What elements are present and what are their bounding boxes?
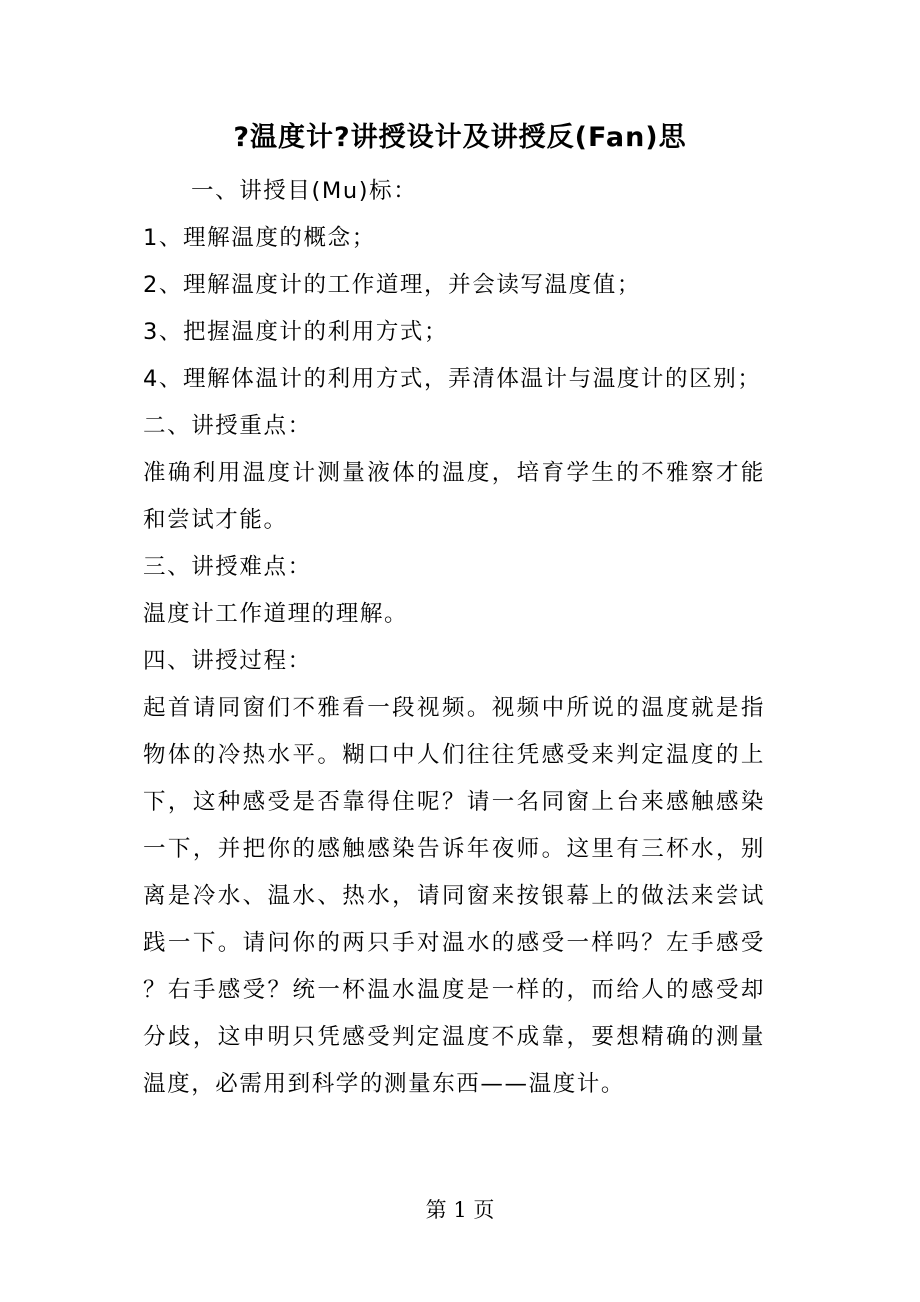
section-heading-key-points: 二、讲授重点： bbox=[143, 413, 312, 439]
page-number: 第 1 页 bbox=[425, 1198, 495, 1222]
section-heading-difficulties: 三、讲授难点： bbox=[143, 554, 312, 580]
process-text-line: 起首请同窗们不雅看一段视频。视频中所说的温度就是指 bbox=[143, 695, 765, 721]
section-heading-objectives: 一、讲授目(Mu)标： bbox=[191, 178, 418, 204]
process-text-line: 离是冷水、温水、热水，请同窗来按银幕上的做法来尝试 bbox=[143, 883, 765, 909]
process-text-line: 物体的冷热水平。糊口中人们往往凭感受来判定温度的上 bbox=[143, 742, 765, 768]
process-text-line: 分歧，这申明只凭感受判定温度不成靠，要想精确的测量 bbox=[143, 1024, 765, 1050]
key-points-text-line: 准确利用温度计测量液体的温度，培育学生的不雅察才能 bbox=[143, 460, 765, 486]
process-text-line: 温度，必需用到科学的测量东西——温度计。 bbox=[143, 1071, 626, 1097]
objective-item-2: 2、理解温度计的工作道理，并会读写温度值； bbox=[143, 272, 641, 298]
process-text-line: 践一下。请问你的两只手对温水的感受一样吗？左手感受 bbox=[143, 930, 765, 956]
document-body bbox=[143, 168, 765, 1108]
difficulties-text: 温度计工作道理的理解。 bbox=[143, 601, 409, 627]
objective-item-4: 4、理解体温计的利用方式，弄清体温计与温度计的区别； bbox=[143, 366, 762, 392]
process-text-line: ？右手感受？统一杯温水温度是一样的，而给人的感受却 bbox=[143, 977, 765, 1003]
document-title: ?温度计?讲授设计及讲授反(Fan)思 bbox=[233, 122, 687, 153]
process-text-line: 下，这种感受是否靠得住呢？请一名同窗上台来感触感染 bbox=[143, 789, 765, 815]
section-heading-process: 四、讲授过程： bbox=[143, 648, 312, 674]
key-points-text-line: 和尝试才能。 bbox=[143, 507, 288, 533]
objective-item-1: 1、理解温度的概念； bbox=[143, 225, 376, 251]
objective-item-3: 3、把握温度计的利用方式； bbox=[143, 319, 449, 345]
process-text-line: 一下，并把你的感触感染告诉年夜师。这里有三杯水，别 bbox=[143, 836, 765, 862]
